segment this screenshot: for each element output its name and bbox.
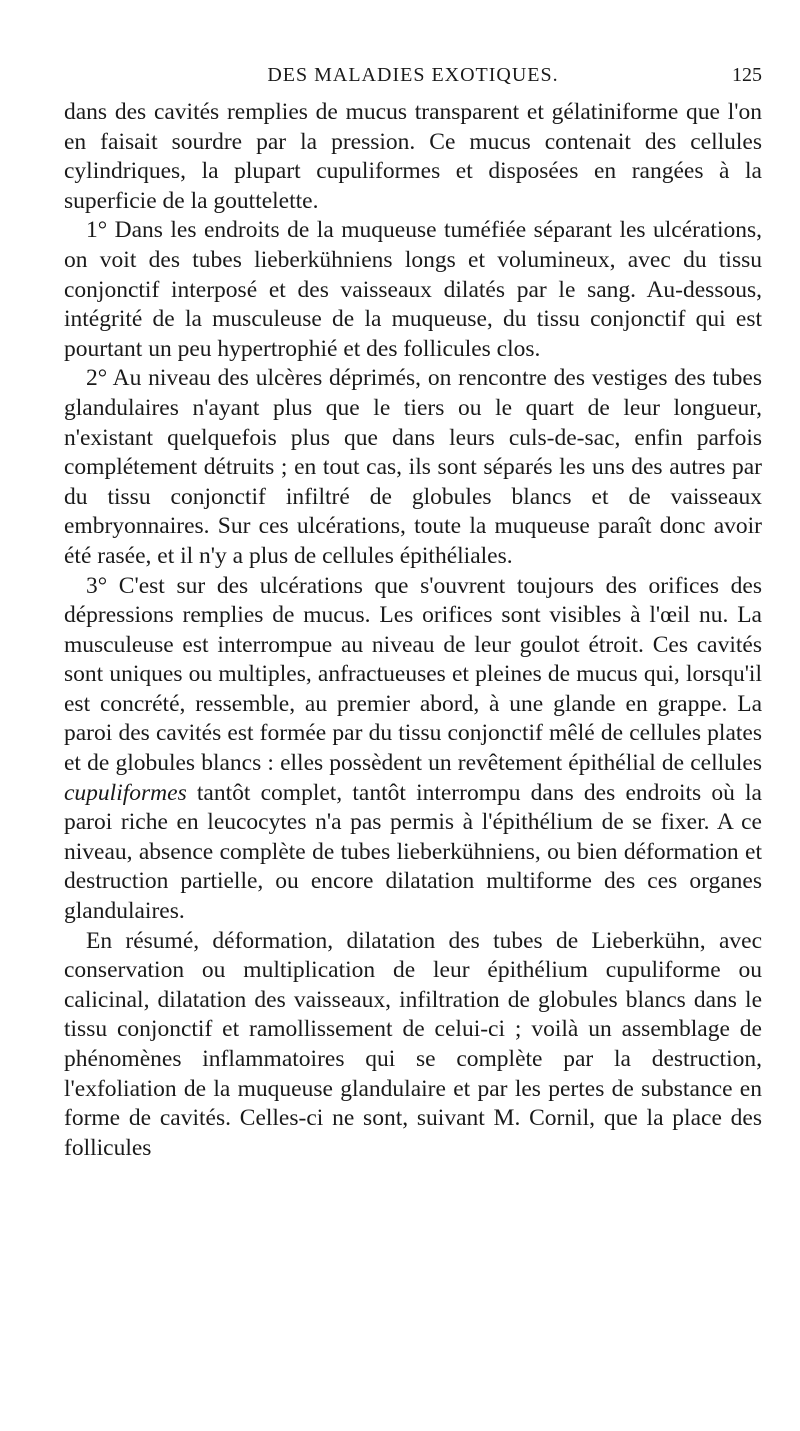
- paragraph-point-2: [64, 364, 762, 571]
- paragraph-point-3: [64, 572, 762, 927]
- paragraph-text: dans des cavités remplies de mucus transparent et gélatiniforme que l'on en faisait sourdre par la pression. Ce mucus contenait des cellules cylindriques, la plupart cupuliformes et disposées en rangées à la superficie de la gouttelette.: [64, 99, 762, 214]
- paragraph-text: En résumé, déformation, dilatation des tubes de Lieberkühn, avec conservation ou multiplication de leur épithélium cupuliforme ou calicinal, dilatation des vaisseaux, infiltration de globules blancs dans le tissu conjonctif et ramollissement de celui-ci ; voilà un assemblage de phénomènes inflammatoires qui se complète par la destruction, l'exfoliation de la muqueuse glandulaire et par les pertes de substance en forme de cavités. Celles-ci ne sont, suivant M. Cornil, que la place des follicules: [64, 927, 762, 1161]
- page-number: 125: [732, 64, 762, 86]
- running-head: [64, 62, 762, 88]
- paragraph-text-after-italic: tantôt complet, tantôt interrompu dans des endroits où la paroi riche en leucocytes n'a pas permis à l'épithélium de se fixer. A ce niveau, absence complète de tubes lieberkühniens, ou bien déformation et destruction partielle, ou encore dilatation multiforme des ces organes glandulaires.: [64, 779, 762, 925]
- paragraph-text: 2° Au niveau des ulcères déprimés, on rencontre des vestiges des tubes glandulaires n'ayant plus que le tiers ou le quart de leur longueur, n'existant quelquefois plus que dans leurs culs-de-sac, enfin parfois complétement détruits ; en tout cas, ils sont séparés les uns des autres par du tissu conjonctif infiltré de globules blancs et de vaisseaux embryonnaires. Sur ces ulcérations, toute la muqueuse paraît donc avoir été rasée, et il n'y a plus de cellules épithéliales.: [64, 365, 762, 569]
- paragraph-text-before-italic: 3° C'est sur des ulcérations que s'ouvrent toujours des orifices des dépressions remplies de mucus. Les orifices sont visibles à l'œil nu. La musculeuse est interrompue au niveau de leur goulot étroit. Ces cavités sont uniques ou multiples, anfractueuses et pleines de mucus qui, lorsqu'il est concrété, ressemble, au premier abord, à une glande en grappe. La paroi des cavités est formée par du tissu conjonctif mêlé de cellules plates et de globules blancs : elles possèdent un revêtement épithélial de cellules: [64, 572, 762, 777]
- paragraph-point-1: [64, 216, 762, 364]
- running-title: DES MALADIES EXOTIQUES.: [267, 64, 559, 86]
- italic-term: cupuliformes: [64, 779, 187, 806]
- paragraph-text: 1° Dans les endroits de la muqueuse tuméfiée séparant les ulcérations, on voit des tubes lieberkühniens longs et volumineux, avec du tissu conjonctif interposé et des vaisseaux dilatés par le sang. Au-dessous, intégrité de la musculeuse de la muqueuse, du tissu conjonctif qui est pourtant un peu hypertrophié et des follicules clos.: [64, 217, 762, 362]
- paragraph-summary: [64, 927, 762, 1164]
- body-text: [64, 98, 762, 1163]
- paragraph-continuation: [64, 98, 762, 216]
